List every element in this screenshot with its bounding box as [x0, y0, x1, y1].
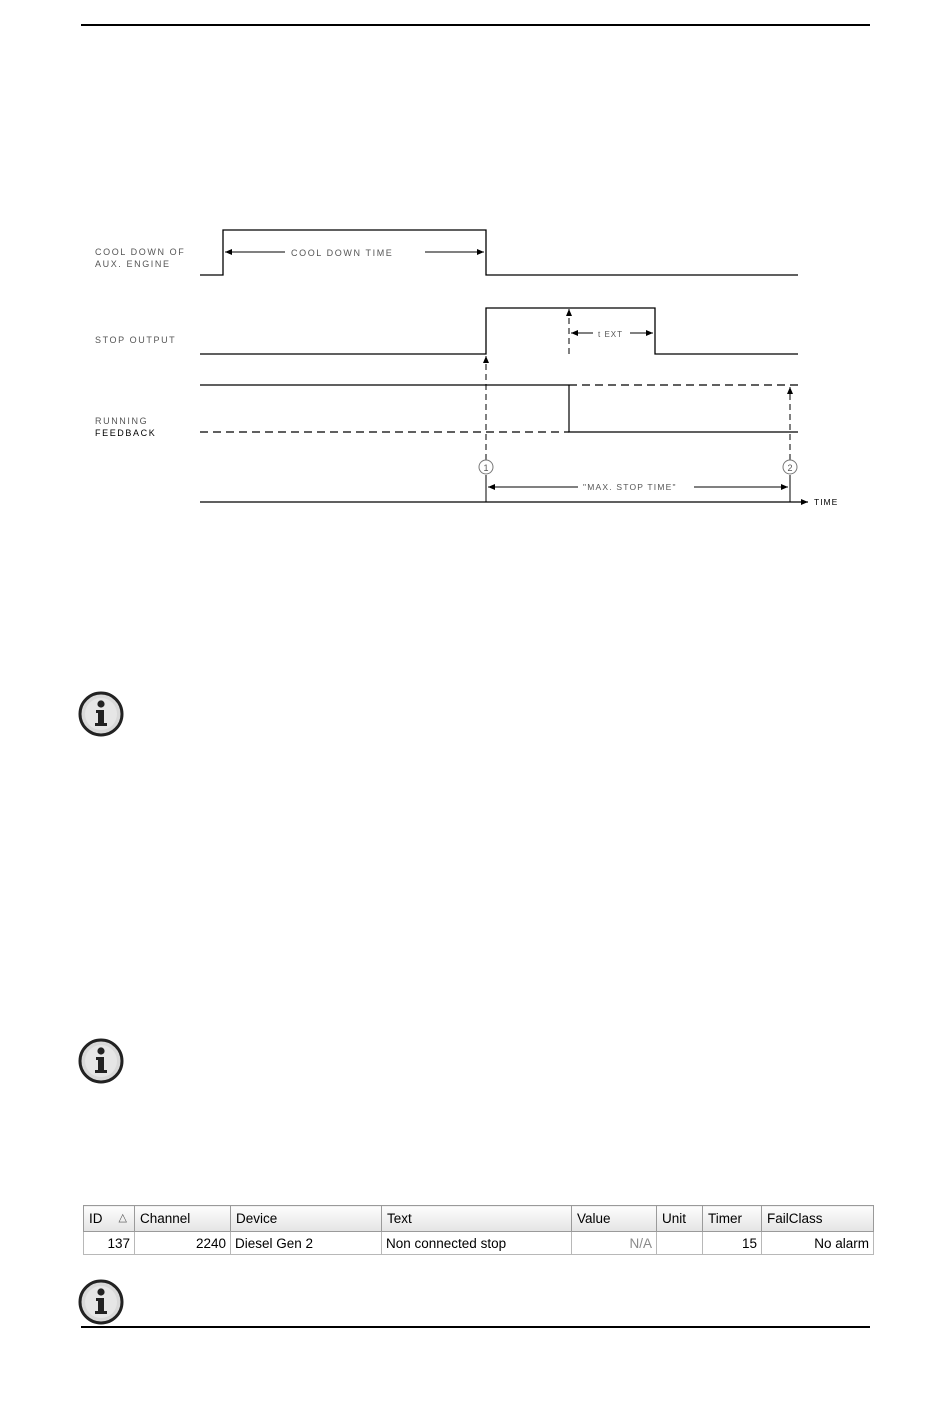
signal-label-running-feedback-line1: RUNNING	[95, 416, 149, 426]
time-axis-label: TIME	[814, 497, 839, 507]
signal-label-running-feedback-line2: FEEDBACK	[95, 428, 157, 438]
column-header-failclass[interactable]: FailClass	[762, 1206, 874, 1232]
info-icon	[78, 1279, 124, 1325]
parameter-table	[83, 1205, 874, 1255]
sort-ascending-icon[interactable]: △	[118, 1212, 127, 1224]
column-header-channel[interactable]: Channel	[135, 1206, 231, 1232]
footer-rule	[81, 1326, 870, 1328]
column-header-value[interactable]: Value	[572, 1206, 657, 1232]
column-header-device[interactable]: Device	[231, 1206, 382, 1232]
signal-label-cool-down-line2: AUX. ENGINE	[95, 259, 171, 269]
t-ext-label: t EXT	[598, 330, 624, 339]
column-header-timer[interactable]: Timer	[703, 1206, 762, 1232]
event-2-marker-label: 2	[787, 463, 793, 473]
cell-text: Non connected stop	[382, 1232, 572, 1255]
signal-label-cool-down-line1: COOL DOWN OF	[95, 247, 186, 257]
cell-unit	[657, 1232, 703, 1255]
cool-down-time-label: COOL DOWN TIME	[291, 248, 394, 258]
stop-sequence-timing-diagram	[0, 0, 950, 560]
max-stop-time-label: "MAX. STOP TIME"	[583, 482, 677, 492]
cell-channel: 2240	[135, 1232, 231, 1255]
column-header-id[interactable]	[84, 1206, 135, 1232]
cell-value: N/A	[572, 1232, 657, 1255]
cell-failclass: No alarm	[762, 1232, 874, 1255]
event-1-marker-label: 1	[483, 463, 489, 473]
stop-output-waveform	[200, 308, 798, 354]
info-icon	[78, 1038, 124, 1084]
table-row[interactable]	[84, 1232, 874, 1255]
table-header-row	[84, 1206, 874, 1232]
column-header-text[interactable]: Text	[382, 1206, 572, 1232]
cell-id: 137	[84, 1232, 135, 1255]
cool-down-waveform	[200, 230, 798, 275]
cell-timer: 15	[703, 1232, 762, 1255]
column-header-id-label: ID	[89, 1211, 103, 1226]
cell-device: Diesel Gen 2	[231, 1232, 382, 1255]
column-header-unit[interactable]: Unit	[657, 1206, 703, 1232]
info-icon	[78, 691, 124, 737]
running-feedback-transition	[569, 385, 798, 432]
signal-label-stop-output: STOP OUTPUT	[95, 335, 177, 345]
